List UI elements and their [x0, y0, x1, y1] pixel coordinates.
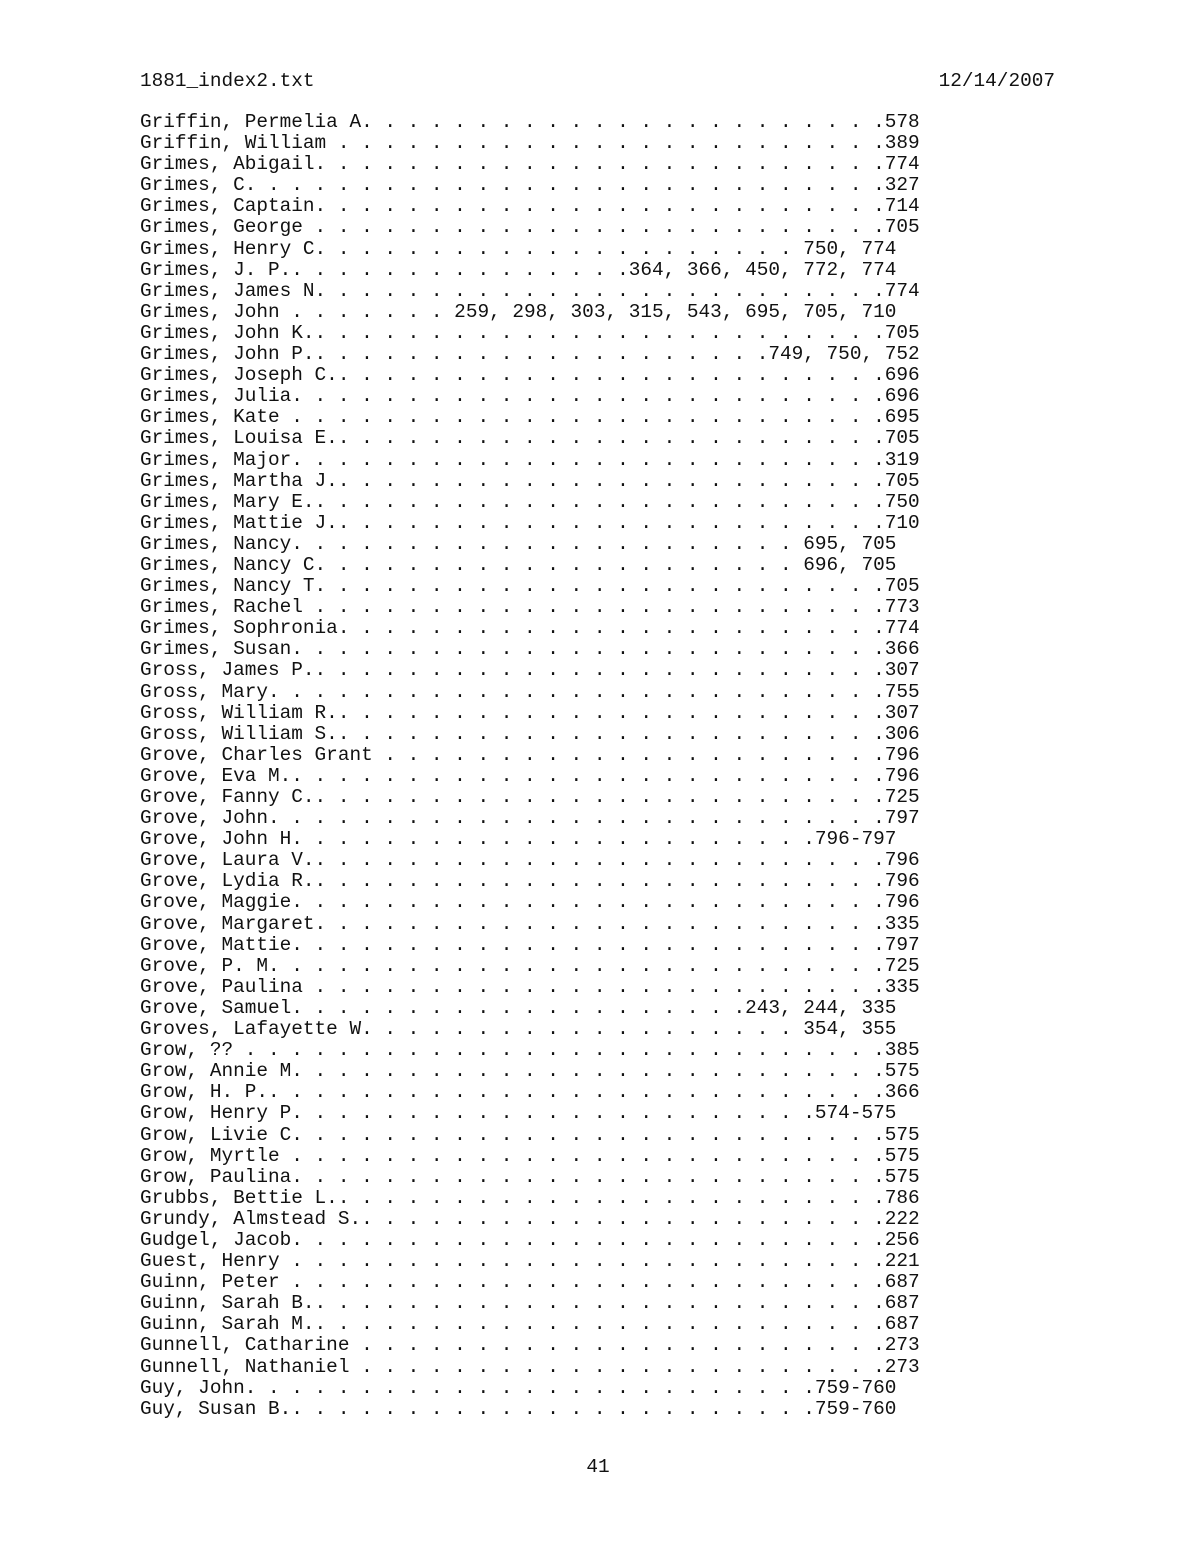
index-entry: Grove, John H. . . . . . . . . . . . . . . . . . . . . . .796-797	[140, 828, 897, 851]
index-entry: Guinn, Sarah B.. . . . . . . . . . . . . . . . . . . . . . . . .687	[140, 1292, 920, 1315]
index-entry: Grimes, Julia. . . . . . . . . . . . . . . . . . . . . . . . . .696	[140, 385, 920, 408]
index-entry: Groves, Lafayette W. . . . . . . . . . . . . . . . . . . 354, 355	[140, 1018, 897, 1041]
index-entry: Guinn, Sarah M.. . . . . . . . . . . . . . . . . . . . . . . . .687	[140, 1313, 920, 1336]
index-entry: Grow, Paulina. . . . . . . . . . . . . . . . . . . . . . . . . .575	[140, 1165, 920, 1188]
index-entry: Grove, John. . . . . . . . . . . . . . . . . . . . . . . . . . .797	[140, 807, 920, 830]
index-entry: Grove, Mattie. . . . . . . . . . . . . . . . . . . . . . . . . .797	[140, 933, 920, 956]
index-entry: Gross, James P.. . . . . . . . . . . . . . . . . . . . . . . . .307	[140, 659, 920, 682]
index-entry: Grow, ?? . . . . . . . . . . . . . . . . . . . . . . . . . . . .385	[140, 1039, 920, 1062]
index-entry: Grove, Eva M.. . . . . . . . . . . . . . . . . . . . . . . . . .796	[140, 764, 920, 787]
index-entry: Grimes, Captain. . . . . . . . . . . . . . . . . . . . . . . . .714	[140, 195, 920, 218]
index-entry: Guy, John. . . . . . . . . . . . . . . . . . . . . . . . .759-760	[140, 1376, 897, 1399]
index-entry: Grove, Lydia R.. . . . . . . . . . . . . . . . . . . . . . . . .796	[140, 870, 920, 893]
file-name-header: 1881_index2.txt	[140, 70, 315, 92]
index-entry: Griffin, William . . . . . . . . . . . . . . . . . . . . . . . .389	[140, 132, 920, 155]
index-entry: Grow, Livie C. . . . . . . . . . . . . . . . . . . . . . . . . .575	[140, 1123, 920, 1146]
index-entry: Grimes, Abigail. . . . . . . . . . . . . . . . . . . . . . . . .774	[140, 153, 920, 176]
index-entry: Gunnell, Catharine . . . . . . . . . . . . . . . . . . . . . . .273	[140, 1334, 920, 1357]
index-entry: Gunnell, Nathaniel . . . . . . . . . . . . . . . . . . . . . . .273	[140, 1355, 920, 1378]
index-entry: Griffin, Permelia A. . . . . . . . . . . . . . . . . . . . . . .578	[140, 111, 920, 133]
index-entry: Grimes, Martha J.. . . . . . . . . . . . . . . . . . . . . . . .705	[140, 469, 920, 492]
index-entry: Grimes, Henry C. . . . . . . . . . . . . . . . . . . . . 750, 774	[140, 237, 897, 260]
index-entry: Grimes, Nancy T. . . . . . . . . . . . . . . . . . . . . . . . .705	[140, 575, 920, 598]
index-entry: Grove, Samuel. . . . . . . . . . . . . . . . . . . .243, 244, 335	[140, 996, 897, 1019]
index-entry: Grow, Myrtle . . . . . . . . . . . . . . . . . . . . . . . . . .575	[140, 1144, 920, 1167]
index-entry: Gross, William R.. . . . . . . . . . . . . . . . . . . . . . . .307	[140, 701, 920, 724]
index-entry: Grimes, Nancy. . . . . . . . . . . . . . . . . . . . . . 695, 705	[140, 532, 897, 555]
index-entry: Grimes, James N. . . . . . . . . . . . . . . . . . . . . . . . .774	[140, 279, 920, 302]
index-entry: Grimes, C. . . . . . . . . . . . . . . . . . . . . . . . . . . .327	[140, 174, 920, 197]
index-entry: Gross, William S.. . . . . . . . . . . . . . . . . . . . . . . .306	[140, 722, 920, 745]
index-entry: Grubbs, Bettie L.. . . . . . . . . . . . . . . . . . . . . . . .786	[140, 1186, 920, 1209]
index-entry: Grimes, Mattie J.. . . . . . . . . . . . . . . . . . . . . . . .710	[140, 511, 920, 534]
index-entry: Grove, P. M. . . . . . . . . . . . . . . . . . . . . . . . . . .725	[140, 954, 920, 977]
index-entry: Gudgel, Jacob. . . . . . . . . . . . . . . . . . . . . . . . . .256	[140, 1228, 920, 1251]
index-entry: Grimes, Rachel . . . . . . . . . . . . . . . . . . . . . . . . .773	[140, 596, 920, 619]
index-entry: Grimes, John P.. . . . . . . . . . . . . . . . . . . .749, 750, 752	[140, 343, 920, 366]
index-entry: Grimes, John . . . . . . . 259, 298, 303, 315, 543, 695, 705, 710	[140, 300, 897, 323]
index-entry: Grove, Margaret. . . . . . . . . . . . . . . . . . . . . . . . .335	[140, 912, 920, 935]
index-entry: Grimes, Major. . . . . . . . . . . . . . . . . . . . . . . . . .319	[140, 448, 920, 471]
index-entry: Grimes, Kate . . . . . . . . . . . . . . . . . . . . . . . . . .695	[140, 406, 920, 429]
index-entry: Grove, Laura V.. . . . . . . . . . . . . . . . . . . . . . . . .796	[140, 849, 920, 872]
index-entry: Grimes, George . . . . . . . . . . . . . . . . . . . . . . . . .705	[140, 216, 920, 239]
page-number: 41	[586, 1456, 610, 1478]
index-entry: Grow, Henry P. . . . . . . . . . . . . . . . . . . . . . .574-575	[140, 1102, 897, 1125]
index-entry: Grove, Fanny C.. . . . . . . . . . . . . . . . . . . . . . . . .725	[140, 786, 920, 808]
index-entry: Grove, Charles Grant . . . . . . . . . . . . . . . . . . . . . .796	[140, 743, 920, 766]
index-entry: Grimes, Joseph C.. . . . . . . . . . . . . . . . . . . . . . . .696	[140, 364, 920, 387]
index-entry: Gross, Mary. . . . . . . . . . . . . . . . . . . . . . . . . . .755	[140, 680, 920, 703]
name-index-list	[140, 112, 920, 1420]
index-entry: Grimes, Louisa E.. . . . . . . . . . . . . . . . . . . . . . . .705	[140, 427, 920, 450]
index-entry: Grow, H. P.. . . . . . . . . . . . . . . . . . . . . . . . . . .366	[140, 1081, 920, 1104]
index-entry: Grimes, Nancy C. . . . . . . . . . . . . . . . . . . . . 696, 705	[140, 553, 897, 576]
index-entry: Grundy, Almstead S.. . . . . . . . . . . . . . . . . . . . . . .222	[140, 1207, 920, 1230]
date-header: 12/14/2007	[938, 70, 1055, 92]
index-entry: Grimes, Susan. . . . . . . . . . . . . . . . . . . . . . . . . .366	[140, 638, 920, 661]
index-entry: Grimes, Mary E.. . . . . . . . . . . . . . . . . . . . . . . . .750	[140, 490, 920, 513]
index-entry: Guinn, Peter . . . . . . . . . . . . . . . . . . . . . . . . . .687	[140, 1271, 920, 1294]
index-entry: Grimes, Sophronia. . . . . . . . . . . . . . . . . . . . . . . .774	[140, 617, 920, 640]
index-entry: Grow, Annie M. . . . . . . . . . . . . . . . . . . . . . . . . .575	[140, 1060, 920, 1083]
index-entry: Grove, Paulina . . . . . . . . . . . . . . . . . . . . . . . . .335	[140, 975, 920, 998]
index-entry: Grimes, J. P.. . . . . . . . . . . . . . .364, 366, 450, 772, 774	[140, 258, 897, 281]
index-entry: Grimes, John K.. . . . . . . . . . . . . . . . . . . . . . . . .705	[140, 321, 920, 344]
index-entry: Guy, Susan B.. . . . . . . . . . . . . . . . . . . . . . .759-760	[140, 1397, 897, 1420]
index-entry: Grove, Maggie. . . . . . . . . . . . . . . . . . . . . . . . . .796	[140, 891, 920, 914]
index-entry: Guest, Henry . . . . . . . . . . . . . . . . . . . . . . . . . .221	[140, 1250, 920, 1273]
